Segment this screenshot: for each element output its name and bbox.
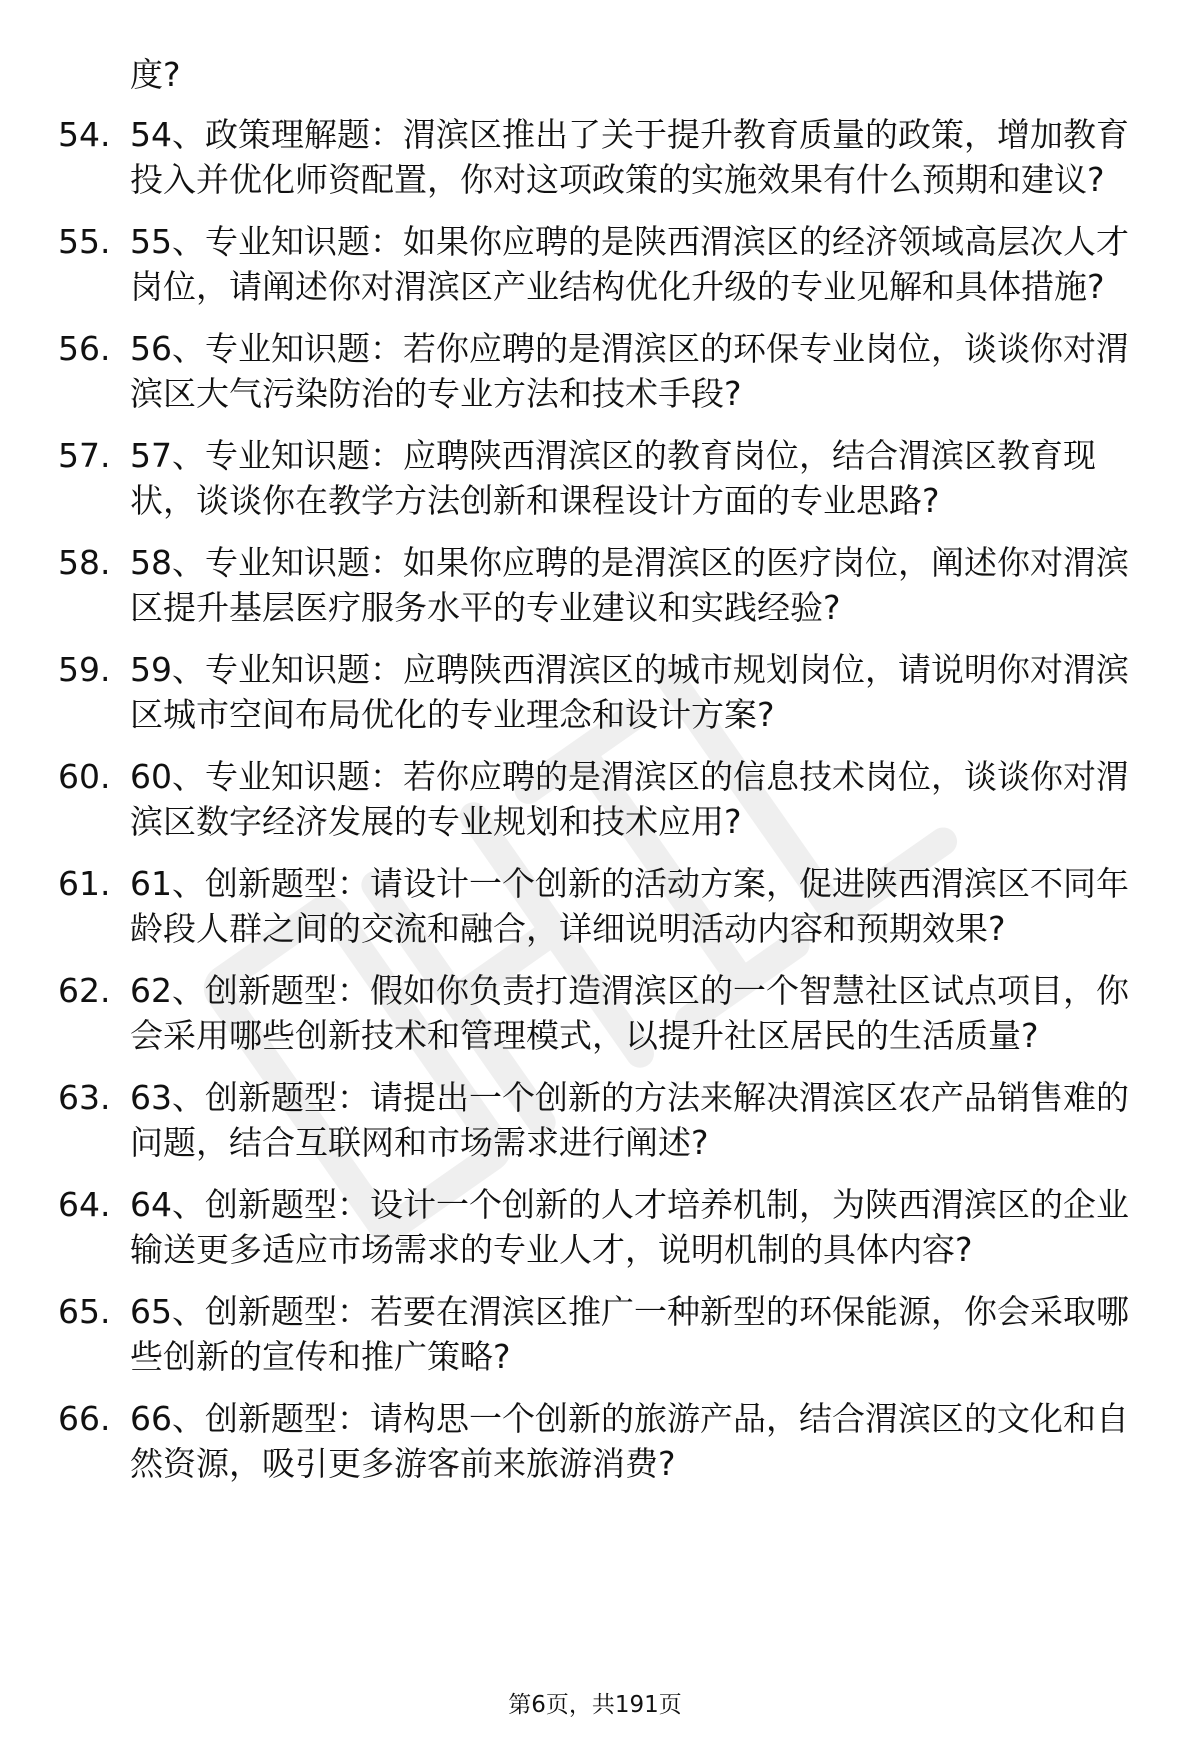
question-item xyxy=(0,1075,1190,1165)
question-text: 57、专业知识题：应聘陕西渭滨区的教育岗位，结合渭滨区教育现状，谈谈你在教学方法创新和课程设计方面的专业思路? xyxy=(130,436,1096,520)
question-item xyxy=(0,1289,1190,1379)
question-number: 60. xyxy=(58,757,111,796)
question-item xyxy=(0,754,1190,844)
question-text: 59、专业知识题：应聘陕西渭滨区的城市规划岗位，请说明你对渭滨区城市空间布局优化的专业理念和设计方案? xyxy=(130,650,1129,734)
question-text: 62、创新题型：假如你负责打造渭滨区的一个智慧社区试点项目，你会采用哪些创新技术和管理模式，以提升社区居民的生活质量? xyxy=(130,971,1129,1055)
question-text: 64、创新题型：设计一个创新的人才培养机制，为陕西渭滨区的企业输送更多适应市场需求的专业人才，说明机制的具体内容? xyxy=(130,1185,1129,1269)
question-item xyxy=(0,540,1190,630)
question-number: 59. xyxy=(58,650,111,689)
question-list xyxy=(0,112,1190,1503)
continuation-text: 度? xyxy=(130,55,181,94)
question-item xyxy=(0,433,1190,523)
question-text: 66、创新题型：请构思一个创新的旅游产品，结合渭滨区的文化和自然资源，吸引更多游客前来旅游消费? xyxy=(130,1399,1129,1483)
question-number: 55. xyxy=(58,222,111,261)
question-item xyxy=(0,861,1190,951)
page-footer xyxy=(0,1690,1190,1720)
question-number: 61. xyxy=(58,864,111,903)
question-number: 54. xyxy=(58,115,111,154)
question-item xyxy=(0,219,1190,309)
question-text: 65、创新题型：若要在渭滨区推广一种新型的环保能源，你会采取哪些创新的宣传和推广策略? xyxy=(130,1292,1129,1376)
question-text: 56、专业知识题：若你应聘的是渭滨区的环保专业岗位，谈谈你对渭滨区大气污染防治的专业方法和技术手段? xyxy=(130,329,1129,413)
question-item xyxy=(0,1182,1190,1272)
question-item xyxy=(0,647,1190,737)
question-item xyxy=(0,968,1190,1058)
question-item xyxy=(0,112,1190,202)
question-number: 66. xyxy=(58,1399,111,1438)
question-number: 64. xyxy=(58,1185,111,1224)
question-number: 65. xyxy=(58,1292,111,1331)
question-number: 58. xyxy=(58,543,111,582)
question-text: 55、专业知识题：如果你应聘的是陕西渭滨区的经济领域高层次人才岗位，请阐述你对渭滨区产业结构优化升级的专业见解和具体措施? xyxy=(130,222,1129,306)
question-number: 62. xyxy=(58,971,111,1010)
question-number: 56. xyxy=(58,329,111,368)
question-text: 60、专业知识题：若你应聘的是渭滨区的信息技术岗位，谈谈你对渭滨区数字经济发展的专业规划和技术应用? xyxy=(130,757,1129,841)
question-number: 57. xyxy=(58,436,111,475)
question-text: 58、专业知识题：如果你应聘的是渭滨区的医疗岗位，阐述你对渭滨区提升基层医疗服务水平的专业建议和实践经验? xyxy=(130,543,1129,627)
page-number-label: 第6页，共191页 xyxy=(508,1692,682,1718)
question-number: 63. xyxy=(58,1078,111,1117)
question-text: 54、政策理解题：渭滨区推出了关于提升教育质量的政策，增加教育投入并优化师资配置，你对这项政策的实施效果有什么预期和建议? xyxy=(130,115,1129,199)
question-text: 63、创新题型：请提出一个创新的方法来解决渭滨区农产品销售难的问题，结合互联网和市场需求进行阐述? xyxy=(130,1078,1129,1162)
question-item xyxy=(0,1396,1190,1486)
question-item xyxy=(0,326,1190,416)
question-text: 61、创新题型：请设计一个创新的活动方案，促进陕西渭滨区不同年龄段人群之间的交流和融合，详细说明活动内容和预期效果? xyxy=(130,864,1129,948)
